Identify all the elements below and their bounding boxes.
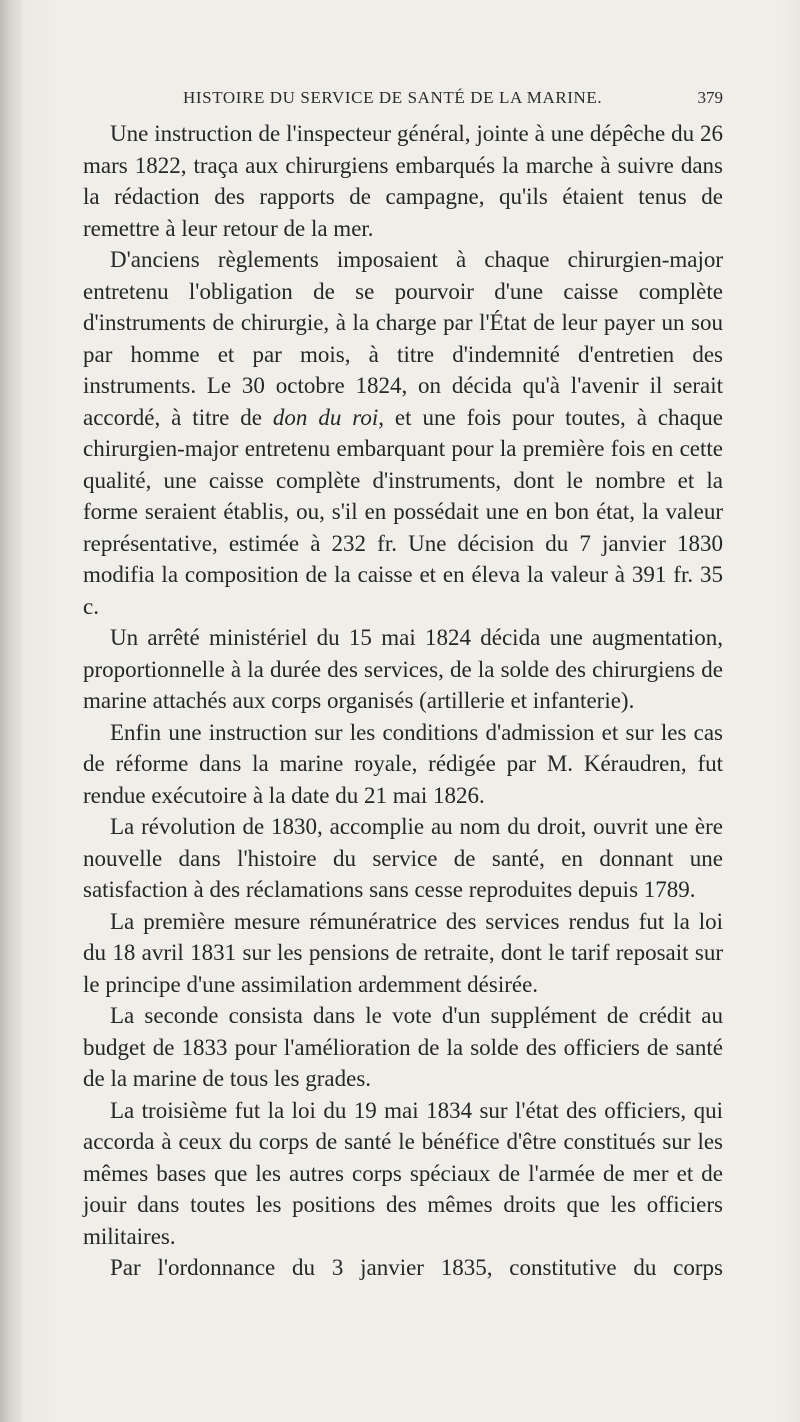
paragraph: La révolution de 1830, accomplie au nom du droit, ouvrit une ère nouvelle dans l'histoire du service de santé, en donnant une satisfaction à des réclamations sans cesse reproduites depuis 1789.: [83, 814, 723, 902]
paragraph: Un arrêté ministériel du 15 mai 1824 décida une augmentation, proportionnelle à la durée des services, de la solde des chirurgiens de marine attachés aux corps organisés (artillerie et infanterie).: [83, 625, 723, 713]
binding-gutter: [0, 0, 22, 1422]
page-number: 379: [697, 88, 723, 107]
paragraph: Une instruction de l'inspecteur général, jointe à une dépêche du 26 mars 1822, traça aux chirurgiens embarqués la marche à suivre dans la rédaction des rapports de campagne, qu'ils étaient tenus de remettre à leur retour de la mer.: [83, 121, 723, 241]
paragraph: La première mesure rémunératrice des services rendus fut la loi du 18 avril 1831 sur les pensions de retraite, dont le tarif reposait sur le principe d'une assimilation ardemment désirée.: [83, 908, 723, 997]
running-title: HISTOIRE DU SERVICE DE SANTÉ DE LA MARINE.: [183, 88, 603, 107]
paragraph: La troisième fut la loi du 19 mai 1834 sur l'état des officiers, qui accorda à ceux du corps de santé le bénéfice d'être constitués sur les mêmes bases que les autres corps spéciaux de l'armée de mer et de jouir dans toutes les positions des mêmes droits que les officiers militaires.: [83, 1097, 723, 1249]
paragraph: D'anciens règlements imposaient à chaque chirurgien-major entretenu l'obligation de se pourvoir d'une caisse complète d'instruments de chirurgie, à la charge par l'État de leur payer un sou par homme et par mois, à titre d'indemnité d'entretien des instruments. Le 30 octobre 1824, on décida qu'à l'avenir il serait accordé, à titre de don du roi, et une fois pour toutes, à chaque chirurgien-major entretenu embarquant pour la première fois en cette qualité, une caisse complète d'instruments, dont le nombre et la forme seraient établis, ou, s'il en possédait une en bon état, la valeur représentative, estimée à 232 fr. Une décision du 7 janvier 1830 modifia la composition de la caisse et en éleva la valeur à 391 fr. 35 c.: [83, 247, 723, 619]
paragraph: Enfin une instruction sur les conditions d'admission et sur les cas de réforme dans la marine royale, rédigée par M. Kéraudren, fut rendue exécutoire à la date du 21 mai 1826.: [83, 719, 723, 808]
page-header: [83, 88, 723, 116]
paragraph: Par l'ordonnance du 3 janvier 1835, constitutive du corps: [110, 1255, 723, 1280]
italic-phrase: don du roi: [272, 404, 379, 430]
paragraph: La seconde consista dans le vote d'un supplément de crédit au budget de 1833 pour l'amélioration de la solde des officiers de santé de la marine de tous les grades.: [83, 1003, 723, 1091]
body-text: [83, 118, 723, 1284]
